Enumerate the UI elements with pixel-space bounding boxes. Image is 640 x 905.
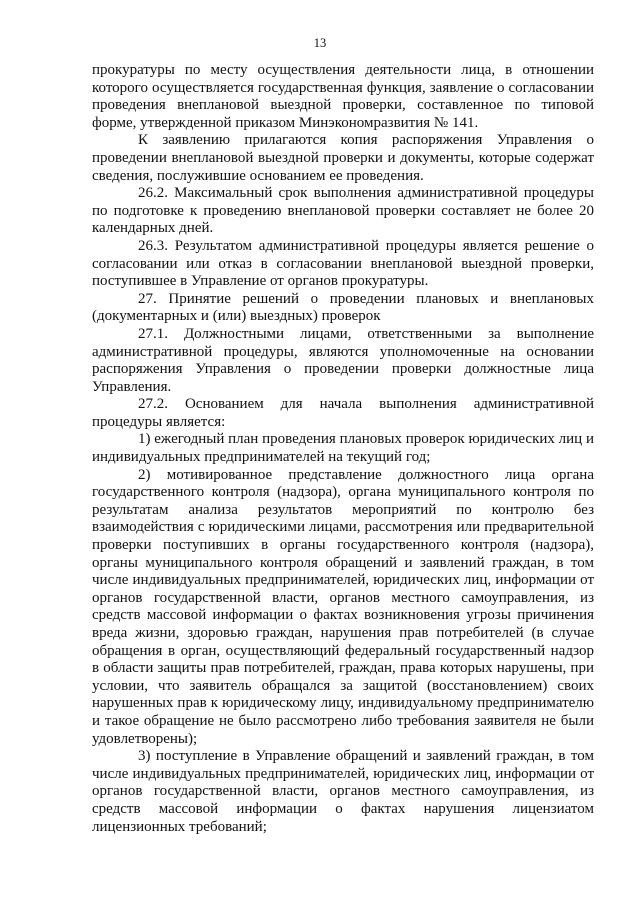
list-item: 1) ежегодный план проведения плановых проверок юридических лиц и индивидуальных предпринимателей на текущий год; [92, 431, 594, 466]
paragraph: прокуратуры по месту осуществления деятельности лица, в отношении которого осуществляется государственная функция, заявление о согласовании проведения внеплановой выездной проверки, составленное по типовой форме, утвержденной приказом Минэкономразвития № 141. [92, 62, 594, 131]
list-item: 2) мотивированное представление должностного лица органа государственного контроля (надзора), органа муниципального контроля по результатам анализа результатов мероприятий по контролю без взаимодействия с юридическими лицами, рассмотрения или предварительной проверки поступивших в органы государственного контроля (надзора), органы муниципального контроля обращений и заявлений граждан, в том числе индивидуальных предпринимателей, юридических лиц, информации от органов государственной власти, органов местного самоуправления, из средств массовой информации о фактах возникновения угрозы причинения вреда жизни, здоровью граждан, нарушения прав потребителей (в случае обращения в орган, осуществляющий федеральный государственный надзор в области защиты прав потребителей, граждан, права которых нарушены, при условии, что заявитель обращался за защитой (восстановлением) своих нарушенных прав к юридическому лицу, индивидуальному предпринимателю и такое обращение не было рассмотрено либо требования заявителя не были удовлетворены); [92, 466, 594, 747]
list-item: 3) поступление в Управление обращений и заявлений граждан, в том числе индивидуальных предпринимателей, юридических лиц, информации от органов государственной власти, органов местного самоуправления, из средств массовой информации о фактах нарушения лицензиатом лицензионных требований; [92, 748, 594, 835]
paragraph: К заявлению прилагаются копия распоряжения Управления о проведении внеплановой выездной проверки и документы, которые содержат сведения, послужившие основанием ее проведения. [92, 132, 594, 184]
paragraph: 27.1. Должностными лицами, ответственными за выполнение административной процедуры, являются уполномоченные на основании распоряжения Управления о проведении проверки должностные лица Управления. [92, 325, 594, 395]
page-number: 13 [313, 36, 327, 50]
document-body [92, 62, 594, 836]
paragraph: 27. Принятие решений о проведении плановых и внеплановых (документарных и (или) выездных) проверок [92, 290, 594, 325]
paragraph: 26.2. Максимальный срок выполнения административной процедуры по подготовке к проведению внеплановой проверки составляет не более 20 календарных дней. [92, 185, 594, 237]
paragraph: 26.3. Результатом административной процедуры является решение о согласовании или отказ в согласовании внеплановой выездной проверки, поступившее в Управление от органов прокуратуры. [92, 237, 594, 290]
paragraph: 27.2. Основанием для начала выполнения административной процедуры является: [92, 396, 594, 430]
